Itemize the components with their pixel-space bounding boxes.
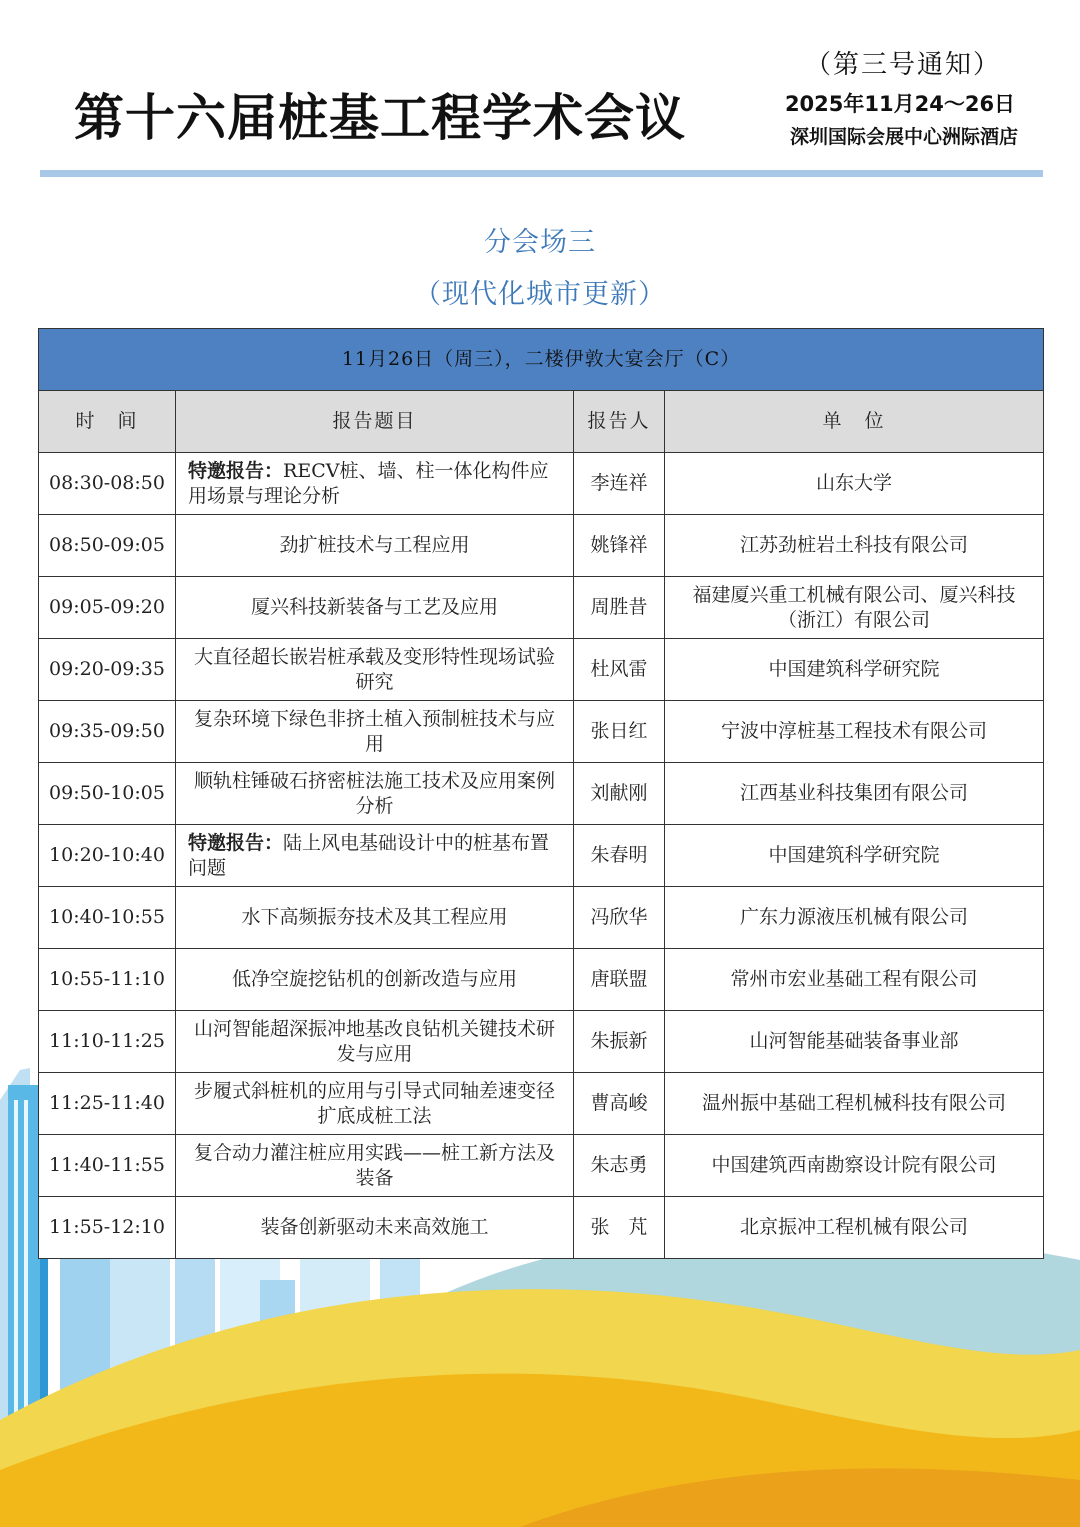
time-cell: 09:20-09:35	[39, 639, 176, 701]
invited-badge: 特邀报告：	[188, 459, 284, 482]
notice-label: （第三号通知）	[804, 50, 1001, 80]
table-banner-row	[39, 329, 1044, 391]
organization-cell: 山河智能基础装备事业部	[665, 1011, 1044, 1073]
organization-cell: 宁波中淳桩基工程技术有限公司	[665, 701, 1044, 763]
session-banner: 11月26日（周三），二楼伊敦大宴会厅（C）	[39, 329, 1044, 391]
table-row	[39, 1197, 1044, 1259]
organization-cell: 广东力源液压机械有限公司	[665, 887, 1044, 949]
table-row	[39, 701, 1044, 763]
organization-cell: 中国建筑西南勘察设计院有限公司	[665, 1135, 1044, 1197]
column-header-organization: 单 位	[665, 391, 1044, 453]
topic-cell: 复合动力灌注桩应用实践——桩工新方法及装备	[176, 1135, 574, 1197]
organization-cell: 温州振中基础工程机械科技有限公司	[665, 1073, 1044, 1135]
topic-cell: 水下高频振夯技术及其工程应用	[176, 887, 574, 949]
conference-title: 第十六届桩基工程学术会议	[74, 89, 686, 147]
topic-cell: 复杂环境下绿色非挤土植入预制桩技术与应用	[176, 701, 574, 763]
organization-cell: 北京振冲工程机械有限公司	[665, 1197, 1044, 1259]
table-row	[39, 1135, 1044, 1197]
organization-cell: 常州市宏业基础工程有限公司	[665, 949, 1044, 1011]
organization-cell: 福建厦兴重工机械有限公司、厦兴科技（浙江）有限公司	[665, 577, 1044, 639]
time-cell: 10:55-11:10	[39, 949, 176, 1011]
table-row	[39, 453, 1044, 515]
topic-text: RECV桩、墙、柱一体化构件应用场景与理论分析	[188, 459, 549, 507]
topic-cell: 步履式斜桩机的应用与引导式同轴差速变径扩底成桩工法	[176, 1073, 574, 1135]
topic-cell	[176, 453, 574, 515]
topic-cell: 山河智能超深振冲地基改良钻机关键技术研发与应用	[176, 1011, 574, 1073]
speaker-cell: 张日红	[574, 701, 665, 763]
speaker-cell: 刘献刚	[574, 763, 665, 825]
table-row	[39, 1073, 1044, 1135]
column-header-topic: 报告题目	[176, 391, 574, 453]
topic-cell: 大直径超长嵌岩桩承载及变形特性现场试验研究	[176, 639, 574, 701]
page-header	[0, 0, 1080, 180]
header-divider	[40, 170, 1043, 177]
speaker-cell: 周胜昔	[574, 577, 665, 639]
column-header-time: 时 间	[39, 391, 176, 453]
topic-cell: 顺轨柱锤破石挤密桩法施工技术及应用案例分析	[176, 763, 574, 825]
agenda-table	[38, 328, 1044, 1259]
table-row	[39, 949, 1044, 1011]
column-header-row	[39, 391, 1044, 453]
invited-badge: 特邀报告：	[188, 831, 284, 854]
topic-cell: 低净空旋挖钻机的创新改造与应用	[176, 949, 574, 1011]
time-cell: 11:10-11:25	[39, 1011, 176, 1073]
time-cell: 11:55-12:10	[39, 1197, 176, 1259]
speaker-cell: 曹高峻	[574, 1073, 665, 1135]
topic-cell: 装备创新驱动未来高效施工	[176, 1197, 574, 1259]
time-cell: 08:30-08:50	[39, 453, 176, 515]
speaker-cell: 朱春明	[574, 825, 665, 887]
time-cell: 09:05-09:20	[39, 577, 176, 639]
time-cell: 11:25-11:40	[39, 1073, 176, 1135]
time-cell: 09:35-09:50	[39, 701, 176, 763]
organization-cell: 中国建筑科学研究院	[665, 825, 1044, 887]
column-header-speaker: 报告人	[574, 391, 665, 453]
speaker-cell: 李连祥	[574, 453, 665, 515]
speaker-cell: 朱志勇	[574, 1135, 665, 1197]
table-row	[39, 577, 1044, 639]
time-cell: 10:40-10:55	[39, 887, 176, 949]
table-row	[39, 1011, 1044, 1073]
table-row	[39, 825, 1044, 887]
speaker-cell: 冯欣华	[574, 887, 665, 949]
topic-text: 陆上风电基础设计中的桩基布置问题	[188, 831, 550, 879]
time-cell: 08:50-09:05	[39, 515, 176, 577]
topic-cell: 厦兴科技新装备与工艺及应用	[176, 577, 574, 639]
time-cell: 10:20-10:40	[39, 825, 176, 887]
speaker-cell: 朱振新	[574, 1011, 665, 1073]
organization-cell: 江苏劲桩岩土科技有限公司	[665, 515, 1044, 577]
speaker-cell: 姚锋祥	[574, 515, 665, 577]
conference-venue: 深圳国际会展中心洲际酒店	[789, 126, 1018, 148]
organization-cell: 江西基业科技集团有限公司	[665, 763, 1044, 825]
speaker-cell: 张 芃	[574, 1197, 665, 1259]
table-row	[39, 763, 1044, 825]
time-cell: 11:40-11:55	[39, 1135, 176, 1197]
table-row	[39, 515, 1044, 577]
conference-date: 2025年11月24～26日	[784, 92, 1016, 116]
organization-cell: 山东大学	[665, 453, 1044, 515]
topic-cell: 劲扩桩技术与工程应用	[176, 515, 574, 577]
table-row	[39, 639, 1044, 701]
topic-cell	[176, 825, 574, 887]
time-cell: 09:50-10:05	[39, 763, 176, 825]
session-title: 分会场三	[484, 227, 596, 258]
speaker-cell: 杜风雷	[574, 639, 665, 701]
speaker-cell: 唐联盟	[574, 949, 665, 1011]
organization-cell: 中国建筑科学研究院	[665, 639, 1044, 701]
session-subtitle: （现代化城市更新）	[414, 279, 666, 310]
table-row	[39, 887, 1044, 949]
